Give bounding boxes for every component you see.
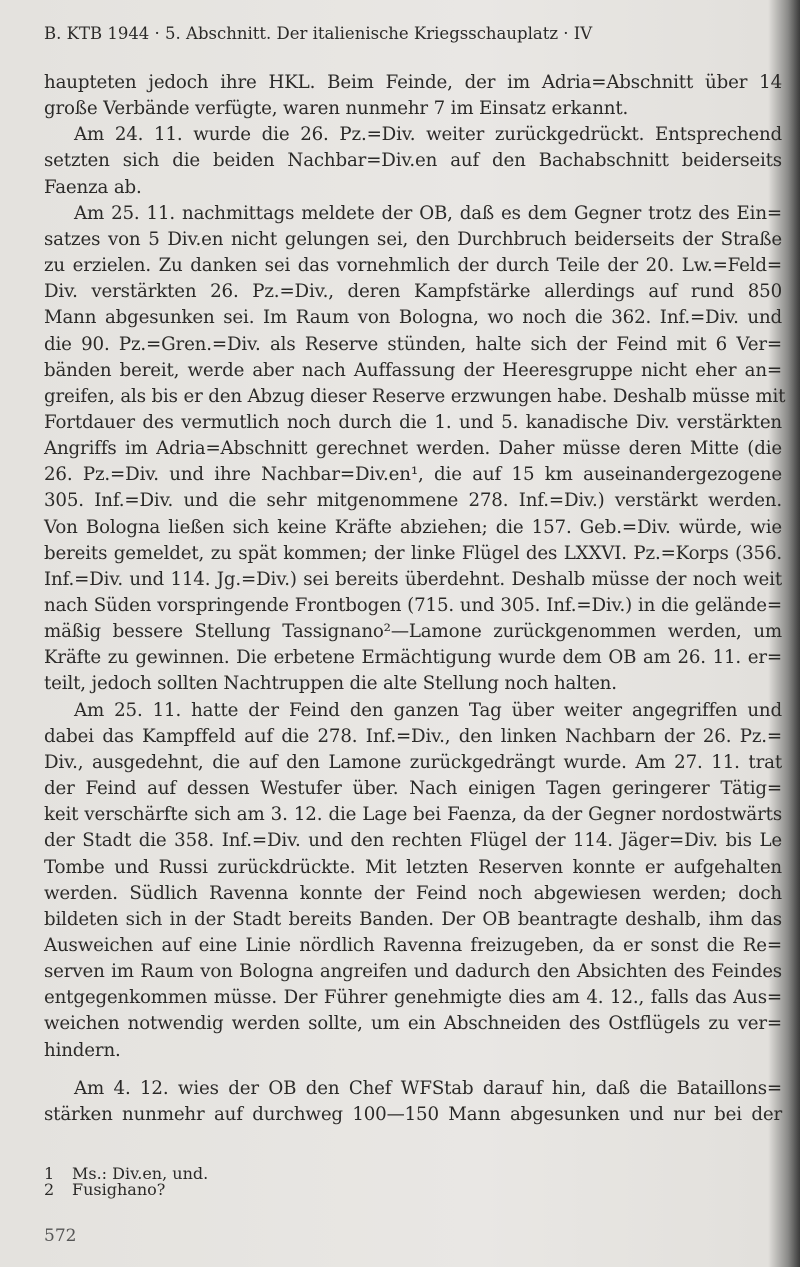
text-line: die 90. Pz.=Gren.=Div. als Reserve stünden, halte sich der Feind mit 6 Ver=	[44, 333, 782, 355]
footnote-text: Ms.: Div.en, und.	[72, 1164, 209, 1183]
text-line: Kräfte zu gewinnen. Die erbetene Ermächtigung wurde dem OB am 26. 11. er=	[44, 647, 782, 669]
text-line: keit verschärfte sich am 3. 12. die Lage bei Faenza, da der Gegner nordostwärts	[44, 804, 782, 826]
footnote-text: Fusighano?	[72, 1180, 166, 1199]
text-line: große Verbände verfügte, waren nunmehr 7 im Einsatz erkannt.	[44, 98, 629, 120]
text-line: Am 25. 11. hatte der Feind den ganzen Tag über weiter angegriffen und	[74, 699, 782, 721]
text-line: greifen, als bis er den Abzug dieser Reserve erzwungen habe. Deshalb müsse mit	[44, 385, 786, 407]
text-line: 305. Inf.=Div. und die sehr mitgenommene 278. Inf.=Div.) verstärkt werden.	[44, 490, 782, 512]
page-number: 572	[44, 1226, 77, 1246]
text-line: der Stadt die 358. Inf.=Div. und den rechten Flügel der 114. Jäger=Div. bis Le	[44, 830, 782, 852]
text-line: nach Süden vorspringende Frontbogen (715. und 305. Inf.=Div.) in die gelände=	[44, 595, 782, 616]
text-line: Div. verstärkten 26. Pz.=Div., deren Kampfstärke allerdings auf rund 850	[44, 281, 782, 303]
text-line: bereits gemeldet, zu spät kommen; der linke Flügel des LXXVI. Pz.=Korps (356.	[44, 542, 782, 564]
text-line: mäßig bessere Stellung Tassignano²—Lamone zurückgenommen werden, um	[44, 621, 782, 643]
text-line: Tombe und Russi zurückdrückte. Mit letzten Reserven konnte er aufgehalten	[44, 856, 782, 878]
text-line: Inf.=Div. und 114. Jg.=Div.) sei bereits überdehnt. Deshalb müsse der noch weit	[44, 568, 782, 590]
text-line: Am 24. 11. wurde die 26. Pz.=Div. weiter zurückgedrückt. Entsprechend	[74, 124, 782, 146]
text-line: Fortdauer des vermutlich noch durch die 1. und 5. kanadische Div. verstärkten	[44, 411, 782, 433]
running-header: B. KTB 1944 · 5. Abschnitt. Der italienische Kriegsschauplatz · IV	[44, 24, 593, 43]
text-line: Am 25. 11. nachmittags meldete der OB, daß es dem Gegner trotz des Ein=	[74, 202, 782, 224]
text-line: haupteten jedoch ihre HKL. Beim Feinde, der im Adria=Abschnitt über 14	[44, 72, 782, 93]
text-line: hindern.	[44, 1039, 121, 1061]
text-line: Mann abgesunken sei. Im Raum von Bologna, wo noch die 362. Inf.=Div. und	[44, 307, 782, 329]
footnote-number: 1	[44, 1164, 55, 1183]
text-line: werden. Südlich Ravenna konnte der Feind noch abgewiesen werden; doch	[44, 882, 782, 904]
text-line: satzes von 5 Div.en nicht gelungen sei, den Durchbruch beiderseits der Straße	[44, 228, 782, 250]
text-line: bänden bereit, werde aber nach Auffassung der Heeresgruppe nicht eher an=	[44, 359, 782, 381]
text-line: der Feind auf dessen Westufer über. Nach einigen Tagen geringerer Tätig=	[44, 778, 782, 800]
text-line: serven im Raum von Bologna angreifen und dadurch den Absichten des Feindes	[44, 961, 782, 983]
text-line: 26. Pz.=Div. und ihre Nachbar=Div.en¹, die auf 15 km auseinandergezogene	[44, 464, 782, 486]
footnote	[44, 1180, 165, 1199]
text-line: teilt, jedoch sollten Nachtruppen die alte Stellung noch halten.	[44, 673, 617, 695]
text-line: Am 4. 12. wies der OB den Chef WFStab darauf hin, daß die Bataillons=	[74, 1077, 782, 1099]
text-line: bildeten sich in der Stadt bereits Banden. Der OB beantragte deshalb, ihm das	[44, 908, 782, 930]
footnote-number: 2	[44, 1180, 55, 1199]
text-line: dabei das Kampffeld auf die 278. Inf.=Div., den linken Nachbarn der 26. Pz.=	[44, 725, 782, 747]
text-line: Faenza ab.	[44, 176, 142, 198]
text-line: Div., ausgedehnt, die auf den Lamone zurückgedrängt wurde. Am 27. 11. trat	[44, 751, 782, 773]
text-line: weichen notwendig werden sollte, um ein Abschneiden des Ostflügels zu ver=	[44, 1013, 782, 1035]
text-line: zu erzielen. Zu danken sei das vornehmlich der durch Teile der 20. Lw.=Feld=	[44, 255, 782, 277]
text-line: Von Bologna ließen sich keine Kräfte abziehen; die 157. Geb.=Div. würde, wie	[44, 516, 782, 538]
text-line: Angriffs im Adria=Abschnitt gerechnet werden. Daher müsse deren Mitte (die	[44, 438, 782, 460]
text-line: Ausweichen auf eine Linie nördlich Ravenna freizugeben, da er sonst die Re=	[44, 934, 782, 956]
text-line: stärken nunmehr auf durchweg 100—150 Mann abgesunken und nur bei der	[44, 1103, 782, 1125]
text-line: setzten sich die beiden Nachbar=Div.en auf den Bachabschnitt beiderseits	[44, 150, 782, 172]
text-line: entgegenkommen müsse. Der Führer genehmigte dies am 4. 12., falls das Aus=	[44, 987, 782, 1009]
